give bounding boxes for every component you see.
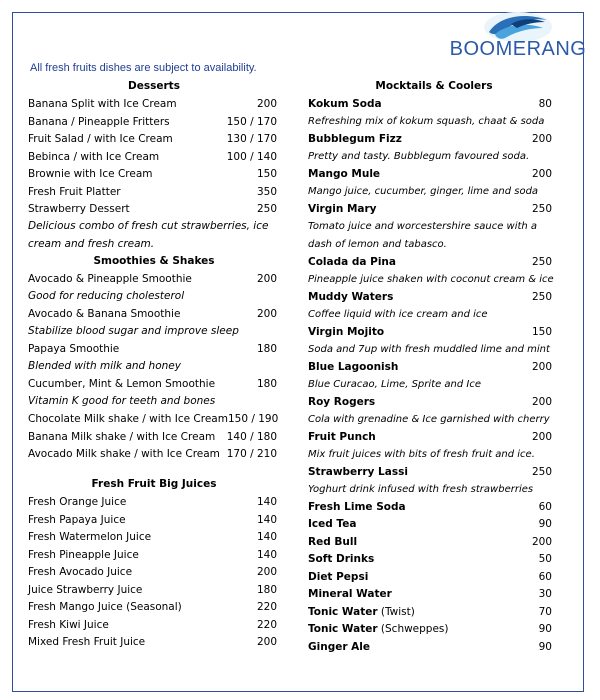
menu-item-name: Avocado & Banana Smoothie [28,308,181,321]
menu-item-name: Mixed Fresh Fruit Juice [28,636,146,649]
menu-item-price: 200 [256,636,277,649]
menu-item-row [308,621,560,639]
menu-item-row [308,551,560,569]
menu-item-price: 170 / 210 [226,448,277,461]
menu-item-price: 150 [531,325,552,338]
menu-item-description: Tomato juice and worcestershire sauce with a dash of lemon and tabasco. [308,221,538,250]
menu-item-description: Pineapple juice shaken with coconut cream & ice [308,273,554,285]
menu-item-name: Fresh Pineapple Juice [28,548,139,561]
menu-item-name: Virgin Mojito [308,325,385,338]
menu-item-row [28,201,280,219]
menu-item-name: Cucumber, Mint & Lemon Smoothie [28,378,216,391]
menu-item-variant: (Twist) [380,605,415,618]
menu-item-price: 220 [256,601,277,614]
menu-item-price: 90 [538,640,552,653]
menu-item-price: 60 [538,570,552,583]
menu-item-row [28,341,280,359]
menu-item-price: 200 [531,360,552,373]
juices-list [28,494,280,652]
menu-item-price: 220 [256,618,277,631]
menu-item-price: 140 [256,513,277,526]
menu-item-name: Fresh Watermelon Juice [28,531,152,544]
menu-item-price: 140 / 180 [226,430,277,443]
menu-item-name: Fresh Lime Soda [308,500,406,513]
menu-item-name: Chocolate Milk shake / with Ice Cream [28,413,228,426]
menu-item-name: Banana Split with Ice Cream [28,98,177,111]
menu-item-name-group [308,606,415,618]
menu-item-name: Fresh Avocado Juice [28,566,133,579]
menu-item-row [28,306,280,324]
menu-item-row [308,533,560,551]
menu-item-name: Tonic Water [308,605,378,618]
menu-item-name: Brownie with Ice Cream [28,168,153,181]
menu-item-price: 180 [256,378,277,391]
menu-item-name: Blue Lagoonish [308,360,399,373]
menu-item-name: Colada da Pina [308,255,396,268]
desserts-note: Delicious combo of fresh cut strawberries, ice cream and fresh cream. [28,220,269,250]
menu-item-price: 150 / 170 [226,115,277,128]
menu-item-name: Bebinca / with Ice Cream [28,150,160,163]
menu-item-price: 100 / 140 [226,150,277,163]
menu-item-row [308,638,560,656]
menu-item-row [308,586,560,604]
menu-item-row [28,634,280,652]
menu-item-name: Juice Strawberry Juice [28,583,143,596]
menu-item-name: Roy Rogers [308,395,376,408]
menu-item-description: Coffee liquid with ice cream and ice [308,308,488,320]
menu-item-price: 250 [256,203,277,216]
menu-item-row [28,96,280,114]
menu-item-name: Fruit Salad / with Ice Cream [28,133,173,146]
menu-item-name: Avocado & Pineapple Smoothie [28,273,192,286]
menu-item-row [308,166,560,184]
menu-item-row [28,183,280,201]
menu-item-name: Papaya Smoothie [28,343,120,356]
menu-item-price: 250 [531,203,552,216]
menu-item-price: 250 [531,290,552,303]
menu-item-price: 30 [538,588,552,601]
menu-item-price: 350 [256,185,277,198]
menu-item-row [28,131,280,149]
menu-item-variant: (Schweppes) [380,623,449,636]
menu-item-price: 90 [538,518,552,531]
menu-item-row [308,323,560,341]
menu-item-name: Mineral Water [308,588,392,601]
menu-item-row [308,358,560,376]
menu-item-row [308,96,560,114]
menu-item-price: 200 [256,273,277,286]
desserts-list [28,96,280,219]
menu-item-name: Diet Pepsi [308,570,369,583]
menu-item-row [28,113,280,131]
menu-item-price: 140 [256,531,277,544]
menu-item-price: 130 / 170 [226,133,277,146]
menu-item-description: Cola with grenadine & Ice garnished with cherry [308,413,550,425]
menu-item-name: Tonic Water [308,623,378,636]
brand-name: BOOMERANG [449,38,587,60]
menu-item-row [308,568,560,586]
menu-item-description: Blended with milk and honey [28,360,181,372]
menu-item-name: Soft Drinks [308,553,375,566]
menu-item-row [28,616,280,634]
section-title-juices: Fresh Fruit Big Juices [91,478,217,490]
menu-item-price: 250 [531,255,552,268]
menu-item-price: 200 [256,566,277,579]
menu-item-description: Yoghurt drink infused with fresh strawberries [308,483,534,495]
menu-item-price: 50 [538,553,552,566]
menu-item-description: Refreshing mix of kokum squash, chaat & soda [308,116,545,127]
menu-item-price: 200 [256,98,277,111]
menu-item-name: Red Bull [308,535,358,548]
menu-item-row [28,599,280,617]
menu-item-name: Strawberry Dessert [28,203,130,216]
menu-item-name: Muddy Waters [308,290,394,303]
menu-item-row [28,148,280,166]
menu-item-name: Fresh Papaya Juice [28,513,126,526]
menu-item-name: Fruit Punch [308,430,376,443]
section-title-desserts: Desserts [128,80,180,92]
menu-item-price: 180 [256,343,277,356]
right-column [308,78,560,656]
menu-item-price: 200 [531,430,552,443]
availability-notice: All fresh fruits dishes are subject to availability. [30,62,257,74]
menu-item-name: Strawberry Lassi [308,465,408,478]
menu-item-price: 60 [538,500,552,513]
menu-item-price: 70 [538,605,552,618]
section-title-smoothies: Smoothies & Shakes [93,255,215,267]
menu-item-description: Mango juice, cucumber, ginger, lime and soda [308,186,539,197]
menu-item-row [308,463,560,481]
menu-item-row [308,516,560,534]
menu-item-price: 200 [531,133,552,146]
brand-logo [447,10,589,66]
menu-item-name: Fresh Orange Juice [28,496,127,509]
menu-item-row [28,376,280,394]
menu-item-row [308,603,560,621]
menu-item-price: 80 [538,98,552,111]
menu-item-description: Mix fruit juices with bits of fresh fruit and ice. [308,448,535,460]
menu-item-row [28,271,280,289]
menu-item-name-group [308,623,449,635]
menu-item-description: Good for reducing cholesterol [28,290,185,302]
section-title-mocktails: Mocktails & Coolers [375,80,493,92]
menu-item-row [28,428,280,446]
menu-item-price: 200 [256,308,277,321]
menu-item-row [308,131,560,149]
menu-item-name: Fresh Kiwi Juice [28,618,109,631]
menu-item-name: Ginger Ale [308,640,371,653]
menu-item-name: Iced Tea [308,518,357,531]
menu-item-price: 150 / 190 [227,413,279,426]
mocktails-list [308,96,560,656]
menu-item-name: Banana Milk shake / with Ice Cream [28,430,216,443]
menu-item-row [28,546,280,564]
menu-item-row [28,581,280,599]
menu-item-row [28,511,280,529]
menu-item-row [308,428,560,446]
menu-item-description: Soda and 7up with fresh muddled lime and mint [308,343,550,355]
menu-item-row [28,446,280,464]
menu-item-row [28,166,280,184]
menu-item-row [308,288,560,306]
menu-item-description: Pretty and tasty. Bubblegum favoured soda. [308,151,530,162]
menu-item-row [28,494,280,512]
menu-item-name: Bubblegum Fizz [308,133,402,146]
menu-item-price: 140 [256,548,277,561]
menu-item-name: Kokum Soda [308,98,382,111]
menu-item-price: 200 [531,535,552,548]
menu-item-row [28,564,280,582]
menu-item-price: 200 [531,168,552,181]
menu-item-description: Vitamin K good for teeth and bones [28,395,216,407]
menu-item-price: 250 [531,465,552,478]
menu-item-price: 90 [538,623,552,636]
menu-item-row [308,393,560,411]
smoothies-list [28,271,280,464]
menu-item-row [28,529,280,547]
menu-item-row [308,253,560,271]
menu-item-row [308,201,560,219]
left-column [28,78,280,651]
menu-item-row [28,411,280,429]
menu-item-name: Avocado Milk shake / with Ice Cream [28,448,220,461]
menu-item-row [308,498,560,516]
menu-item-price: 180 [256,583,277,596]
menu-item-price: 200 [531,395,552,408]
menu-item-name: Fresh Mango Juice (Seasonal) [28,601,182,614]
menu-item-name: Banana / Pineapple Fritters [28,115,170,128]
menu-item-name: Mango Mule [308,168,381,181]
menu-item-price: 150 [256,168,277,181]
menu-item-price: 140 [256,496,277,509]
menu-item-name: Virgin Mary [308,203,377,216]
menu-item-description: Stabilize blood sugar and improve sleep [28,325,239,337]
menu-item-name: Fresh Fruit Platter [28,185,121,198]
menu-item-description: Blue Curacao, Lime, Sprite and Ice [308,378,481,390]
